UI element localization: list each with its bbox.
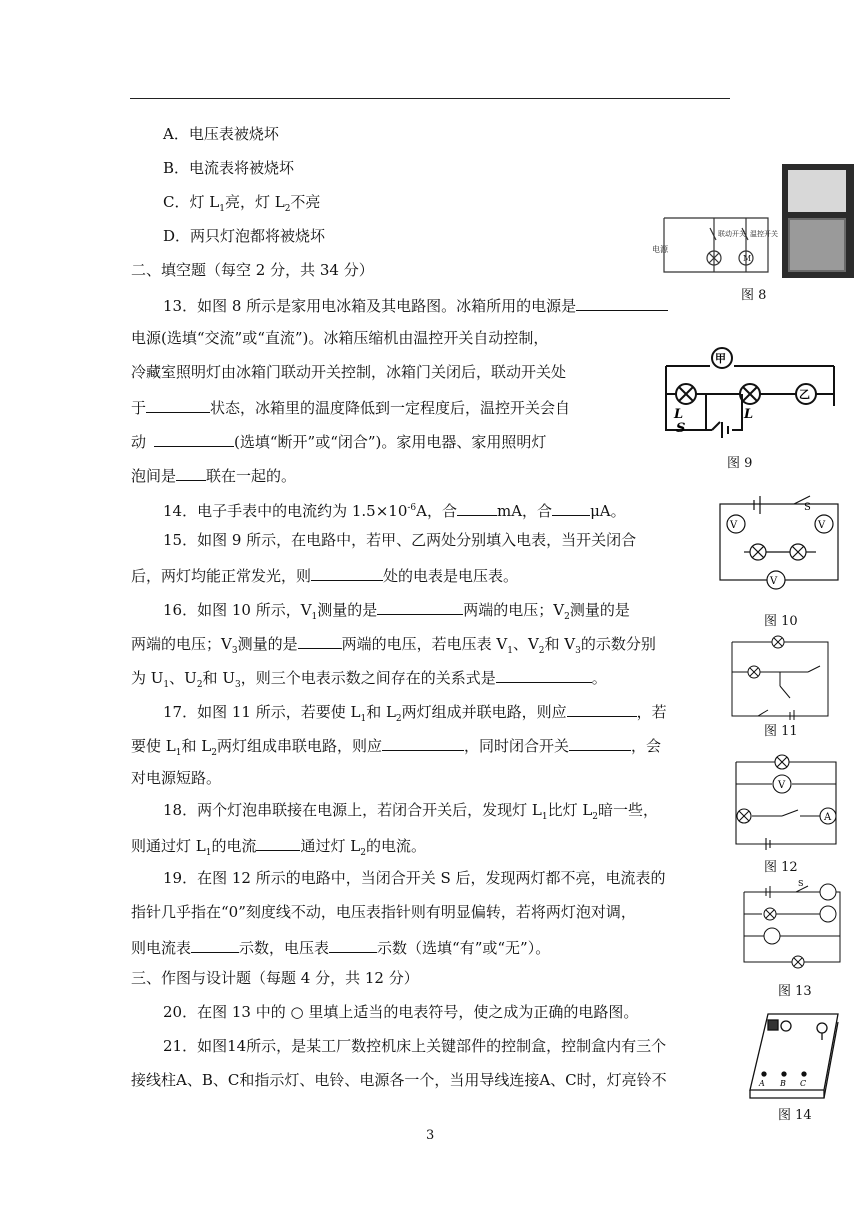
- section-3-heading: 三、作图与设计题（每题 4 分，共 12 分）: [131, 969, 419, 987]
- fig8-source-label: 电源: [652, 245, 668, 254]
- q19-line3: 则电流表 示数，电压表 示数（选填“有”或“无”）。: [131, 936, 550, 958]
- fig8-motor-label: M: [743, 254, 752, 263]
- q19-line1: 19．在图 12 所示的电路中，当闭合开关 S 后，发现两灯都不亮，电流表的: [163, 869, 666, 887]
- figure-10: [714, 488, 844, 594]
- q16-line2: 两端的电压；$V_3$测量的是 两端的电压，若电压表 $V_1$、$V_2$和 $V_3$的示数分别: [131, 632, 656, 661]
- fig14-b-label: B: [780, 1079, 786, 1088]
- answer-blank[interactable]: [457, 499, 497, 516]
- q13-line3: 冷藏室照明灯由冰箱门联动开关控制，冰箱门关闭后，联动开关处: [131, 363, 567, 381]
- figure-9-caption: 图 9: [727, 456, 753, 471]
- fig8-door-switch-label: 联动开关: [718, 230, 746, 238]
- q21-line2: 接线柱A、B、C和指示灯、电铃、电源各一个，当用导线连接A、C时，灯亮铃不: [131, 1071, 667, 1089]
- fridge-photo: [780, 162, 856, 280]
- figure-13: [736, 880, 846, 970]
- q18-line1: 18．两个灯泡串联接在电源上，若闭合开关后，发现灯 $L_1$比灯 $L_2$暗一些，: [163, 801, 659, 822]
- answer-blank[interactable]: [496, 666, 592, 683]
- fig10-v1-label: V: [730, 520, 738, 531]
- q15-line1: 15．如图 9 所示，在电路中，若甲、乙两处分别填入电表，当开关闭合: [163, 531, 637, 549]
- fig9-yi-label: 乙: [799, 388, 810, 401]
- fig12-a-label: A: [824, 812, 832, 823]
- section-2-heading: 二、填空题（每空 2 分，共 34 分）: [131, 261, 374, 279]
- answer-blank[interactable]: [146, 396, 210, 413]
- header-rule: [130, 98, 730, 99]
- answer-blank[interactable]: [569, 734, 631, 751]
- figure-12-caption: 图 12: [764, 860, 798, 875]
- figure-8-caption: 图 8: [741, 288, 767, 303]
- answer-blank[interactable]: [567, 700, 637, 717]
- figure-11-caption: 图 11: [764, 724, 798, 739]
- figure-8-circuit: [650, 214, 778, 276]
- q13-line1: 13．如图 8 所示是家用电冰箱及其电路图。冰箱所用的电源是: [163, 294, 668, 316]
- figure-14-caption: 图 14: [778, 1108, 812, 1123]
- q13-line2: 电源(选填“交流”或“直流”)。冰箱压缩机由温控开关自动控制，: [131, 329, 549, 347]
- fig10-v3-label: V: [770, 576, 778, 587]
- answer-blank[interactable]: [377, 598, 463, 615]
- q17-line2: 要使 $L_1$和 $L_2$两灯组成串联电路，则应 ，同时闭合开关 ，会: [131, 734, 661, 763]
- answer-blank[interactable]: [256, 834, 300, 851]
- q13-line6: 泡间是 联在一起的。: [131, 464, 296, 486]
- figure-10-caption: 图 10: [764, 614, 798, 629]
- page-number: 3: [426, 1128, 435, 1143]
- q13-line5: 动 (选填“断开”或“闭合”)。家用电器、家用照明灯: [131, 430, 546, 452]
- q17-line1: 17．如图 11 所示，若要使 $L_1$和 $L_2$两灯组成并联电路，则应 ，若: [163, 700, 667, 729]
- q16-line1: 16．如图 10 所示，$V_1$测量的是 两端的电压；$V_2$测量的是: [163, 598, 630, 627]
- option-a: A．电压表被烧坏: [163, 125, 279, 143]
- figure-11: [728, 632, 832, 720]
- fig10-s-label: S: [804, 502, 811, 513]
- q21-line1: 21．如图14所示，是某工厂数控机床上关键部件的控制盒，控制盒内有三个: [163, 1037, 667, 1055]
- q17-line3: 对电源短路。: [131, 769, 222, 787]
- q13-line4: 于 状态，冰箱里的温度降低到一定程度后，温控开关会自: [131, 396, 570, 418]
- answer-blank[interactable]: [298, 632, 342, 649]
- fig9-l1-label: L: [674, 407, 684, 422]
- option-b: B．电流表将被烧坏: [163, 159, 295, 177]
- option-c: C．灯 $L_1$亮，灯 $L_2$不亮: [163, 193, 321, 214]
- fig13-s-label: S: [798, 879, 804, 888]
- answer-blank[interactable]: [382, 734, 464, 751]
- fig10-v2-label: V: [818, 520, 826, 531]
- fig8-temp-switch-label: 温控开关: [750, 230, 778, 238]
- answer-blank[interactable]: [154, 430, 234, 447]
- answer-blank[interactable]: [191, 936, 239, 953]
- figure-14: [746, 1010, 842, 1100]
- q14: 14．电子手表中的电流约为 $1.5\times 10^{-6}A$，合 mA，合 μA。: [163, 498, 626, 521]
- figure-13-caption: 图 13: [778, 984, 812, 999]
- fig14-a-label: A: [759, 1079, 765, 1088]
- fig12-v-label: V: [778, 780, 786, 791]
- q16-line3: 为 $U_1$、$U_2$和 $U_3$，则三个电表示数之间存在的关系式是 。: [131, 666, 607, 695]
- q15-line2: 后，两灯均能正常发光，则 处的电表是电压表。: [131, 564, 518, 586]
- fig9-jia-label: 甲: [715, 352, 726, 365]
- answer-blank[interactable]: [552, 499, 590, 516]
- fig14-c-label: C: [800, 1079, 807, 1088]
- q20: 20．在图 13 中的 ○ 里填上适当的电表符号，使之成为正确的电路图。: [163, 1003, 639, 1021]
- figure-12: [726, 752, 846, 856]
- fig9-l2-label: L: [744, 407, 754, 422]
- option-d: D．两只灯泡都将被烧坏: [163, 227, 326, 245]
- answer-blank[interactable]: [176, 464, 206, 481]
- answer-blank[interactable]: [576, 294, 668, 311]
- q18-line2: 则通过灯 $L_1$的电流 通过灯 $L_2$的电流。: [131, 834, 426, 863]
- answer-blank[interactable]: [329, 936, 377, 953]
- fig9-s-label: S: [676, 421, 686, 436]
- answer-blank[interactable]: [311, 564, 383, 581]
- q19-line2: 指针几乎指在“0”刻度线不动，电压表指针则有明显偏转，若将两灯泡对调，: [131, 903, 636, 921]
- figure-9: [656, 346, 840, 442]
